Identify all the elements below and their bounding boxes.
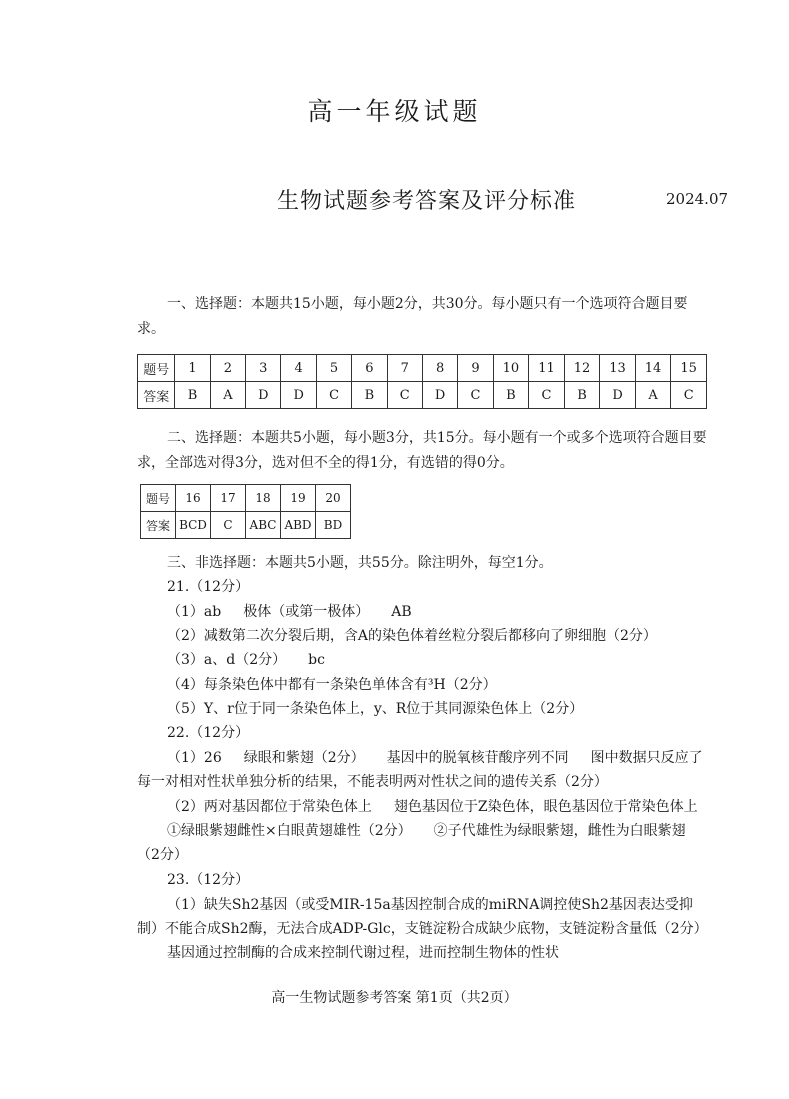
q22-answer-2b: 翅色基因位于Z染色体，眼色基因位于常染色体上 [393,799,698,815]
table-cell: 7 [387,355,422,382]
table-cell: C [671,382,707,409]
q22-answer-1b: 绿眼和紫翅（2分） [243,750,365,766]
table-cell: A [210,382,245,409]
q23-answer-2: 基因通过控制酶的合成来控制代谢过程，进而控制生物体的性状 [167,945,559,961]
table-cell: 8 [422,355,457,382]
table-cell: BCD [176,512,211,539]
section3-heading: 三、非选择题：本题共5小题，共55分。除注明外，每空1分。 [167,555,553,571]
exam-date: 2024.07 [666,190,729,208]
q22-answer-3a: ①绿眼紫翅雌性×白眼黄翅雄性（2分） [167,823,412,839]
table-cell: D [422,382,457,409]
q22-title: 22.（12分） [167,725,250,741]
q23-title: 23.（12分） [167,872,250,888]
q21-answer-2: （2）减数第二次分裂后期，含A的染色体着丝粒分裂后都移向了卵细胞（2分） [167,628,657,644]
table-cell: 14 [635,355,671,382]
q22-answer-2a: （2）两对基因都位于常染色体上 [167,799,372,815]
table-cell: 6 [352,355,387,382]
section2-heading: 二、选择题：本题共5小题，每小题3分，共15分。每小题有一个或多个选项符合题目要求，全部选对得3分，选对但不全的得1分，有选错的得0分。 [137,430,707,471]
table-cell: 5 [316,355,351,382]
table-cell: C [458,382,493,409]
table-cell: 11 [529,355,565,382]
table-cell: A [635,382,671,409]
table-row [141,512,351,539]
table-cell: 3 [246,355,281,382]
q21-answer-3a: （3）a、d（2分） [167,652,287,668]
table-cell: 1 [175,355,210,382]
q21-answer-1a: （1）ab [167,604,222,620]
q21-title: 21.（12分） [167,579,250,595]
q22-answer-3 [167,819,686,843]
row-label-number: 题号 [138,355,175,382]
table-cell: D [600,382,636,409]
table-cell: ABC [246,512,281,539]
table-cell: C [211,512,246,539]
q21-answer-1c: AB [391,604,412,620]
table-cell: B [175,382,210,409]
q22-answer-1-cont: 每一对相对性状单独分析的结果，不能表明两对性状之间的遗传关系（2分） [137,774,608,790]
grade-title: 高一年级试题 [307,97,482,126]
table-cell: BD [316,512,351,539]
q21-answer-3b: bc [308,652,325,668]
q22-answer-1 [167,746,703,770]
q22-answer-1a: （1）26 [167,750,222,766]
table-row [138,382,707,409]
table-cell: D [281,382,316,409]
q21-answer-3 [167,648,325,672]
table-cell: C [387,382,422,409]
table-cell: 15 [671,355,707,382]
q22-answer-1d: 图中数据只反应了 [590,750,703,766]
page-footer: 高一生物试题参考答案 第1页（共2页） [271,990,518,1006]
q21-answer-4: （4）每条染色体中都有一条染色单体含有³H（2分） [167,677,497,693]
section1-answer-table [137,354,707,409]
table-cell: B [352,382,387,409]
row-label-answer: 答案 [138,382,175,409]
section1-heading: 一、选择题：本题共15小题，每小题2分，共30分。每小题只有一个选项符合题目要求。 [137,296,688,337]
q23-answer-1: （1）缺失Sh2基因（或受MIR-15a基因控制合成的miRNA调控使Sh2基因表达受抑 [167,897,693,913]
q22-answer-1c: 基因中的脱氧核苷酸序列不同 [386,750,569,766]
table-cell: C [316,382,351,409]
table-cell: B [564,382,600,409]
table-cell: 2 [210,355,245,382]
q22-answer-2 [167,795,698,819]
table-row [141,485,351,512]
q22-answer-3-cont: （2分） [137,847,188,863]
table-cell: D [246,382,281,409]
q22-answer-3b: ②子代雄性为绿眼紫翅，雌性为白眼紫翅 [433,823,686,839]
table-cell: C [529,382,565,409]
table-cell: 19 [281,485,316,512]
q21-answer-5: （5）Y、r位于同一条染色体上，y、R位于其同源染色体上（2分） [167,701,584,717]
table-cell: 16 [176,485,211,512]
table-cell: 13 [600,355,636,382]
row-label-answer: 答案 [141,512,176,539]
table-cell: 20 [316,485,351,512]
table-cell: 17 [211,485,246,512]
table-cell: 18 [246,485,281,512]
section2-answer-table [140,484,351,539]
row-label-number: 题号 [141,485,176,512]
table-row [138,355,707,382]
table-cell: 4 [281,355,316,382]
table-cell: 12 [564,355,600,382]
table-cell: 10 [493,355,529,382]
q21-answer-1b: 极体（或第一极体） [243,604,370,620]
table-cell: B [493,382,529,409]
table-cell: ABD [281,512,316,539]
answer-key-title: 生物试题参考答案及评分标准 [277,189,577,214]
q23-answer-1-cont: 制）不能合成Sh2酶，无法合成ADP-Glc，支链淀粉合成缺少底物，支链淀粉含量低（2分） [137,921,708,937]
q21-answer-1 [167,600,412,624]
table-cell: 9 [458,355,493,382]
